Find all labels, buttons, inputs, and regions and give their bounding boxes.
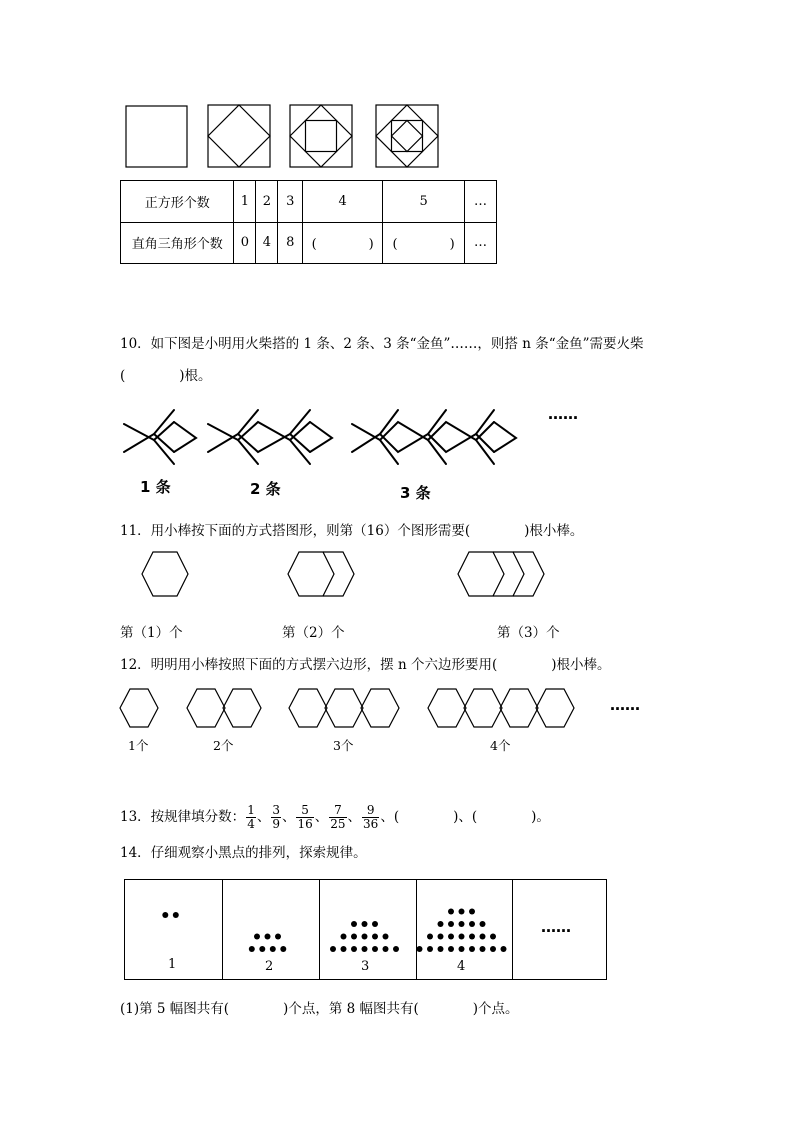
dot bbox=[265, 934, 271, 940]
panel-label: 2 bbox=[265, 959, 274, 974]
dot bbox=[270, 946, 276, 952]
table-cell: 0 bbox=[234, 222, 256, 264]
matchstick-fish-figure bbox=[118, 402, 538, 480]
dot bbox=[275, 934, 281, 940]
answer-blank[interactable]: ( ) bbox=[471, 809, 537, 825]
dot bbox=[249, 946, 255, 952]
dot bbox=[459, 921, 465, 927]
figure-label: 第（1）个 bbox=[120, 625, 183, 641]
table-cell: 2 bbox=[256, 181, 278, 223]
dot bbox=[383, 934, 389, 940]
dot bbox=[351, 946, 357, 952]
dot bbox=[383, 946, 389, 952]
table-cell: … bbox=[465, 222, 497, 264]
fraction: $\frac{9}{36}$ bbox=[363, 803, 379, 831]
question-13-prefix: 13．按规律填分数： bbox=[120, 809, 246, 825]
table-cell: … bbox=[465, 181, 497, 223]
dot bbox=[162, 912, 168, 918]
dot bbox=[254, 934, 260, 940]
dot bbox=[372, 934, 378, 940]
nested-squares-figure bbox=[120, 100, 440, 172]
ellipsis: …… bbox=[541, 918, 571, 936]
dot bbox=[372, 946, 378, 952]
dot bbox=[372, 921, 378, 927]
dot bbox=[393, 946, 399, 952]
dot bbox=[448, 909, 454, 915]
dot bbox=[480, 934, 486, 940]
dot bbox=[362, 946, 368, 952]
panel-label: 3 bbox=[361, 959, 370, 974]
table-row bbox=[121, 222, 497, 264]
dot bbox=[469, 934, 475, 940]
fraction: $\frac{5}{16}$ bbox=[297, 803, 313, 831]
figure-label: 第（3）个 bbox=[497, 625, 560, 641]
dot bbox=[501, 946, 507, 952]
dot bbox=[438, 946, 444, 952]
dot bbox=[469, 921, 475, 927]
answer-blank[interactable]: ( ) bbox=[393, 809, 459, 825]
ellipsis: …… bbox=[610, 696, 640, 714]
figure-label: 1个 bbox=[128, 738, 149, 753]
dot bbox=[341, 934, 347, 940]
dot bbox=[459, 909, 465, 915]
question-12-text[interactable]: 12．明明用小棒按照下面的方式摆六边形，摆 n 个六边形要用( )根小棒。 bbox=[120, 657, 611, 673]
fraction: $\frac{3}{9}$ bbox=[272, 803, 280, 831]
hexagon-stick-figure bbox=[130, 548, 560, 604]
dot bbox=[330, 946, 336, 952]
question-10-text: 10．如下图是小明用火柴搭的 1 条、2 条、3 条“金鱼”……，则搭 n 条“金鱼”需要火柴 bbox=[120, 336, 644, 352]
table-cell: 8 bbox=[278, 222, 303, 264]
dot bbox=[341, 946, 347, 952]
dot bbox=[362, 921, 368, 927]
table-cell: 4 bbox=[256, 222, 278, 264]
figure-label: 3个 bbox=[333, 738, 354, 753]
question-14-text: 14．仔细观察小黑点的排列，探索规律。 bbox=[120, 845, 367, 861]
dot bbox=[362, 934, 368, 940]
question-10-answer-line[interactable]: ( )根。 bbox=[120, 368, 212, 384]
table-cell: 5 bbox=[383, 181, 465, 223]
dot bbox=[259, 946, 265, 952]
dot bbox=[438, 921, 444, 927]
table-cell: 4 bbox=[303, 181, 383, 223]
dot bbox=[480, 946, 486, 952]
table-cell: 1 bbox=[234, 181, 256, 223]
answer-blank[interactable]: ( ) bbox=[383, 222, 465, 264]
fish-label: 2 条 bbox=[250, 480, 281, 498]
dot bbox=[448, 946, 454, 952]
answer-blank[interactable]: ( ) bbox=[303, 222, 383, 264]
dot bbox=[417, 946, 423, 952]
dot bbox=[351, 921, 357, 927]
figure-label: 4个 bbox=[490, 738, 511, 753]
dot bbox=[427, 946, 433, 952]
fraction: $\frac{7}{25}$ bbox=[330, 803, 346, 831]
dot bbox=[490, 934, 496, 940]
panel-label: 1 bbox=[168, 957, 177, 972]
fish-label: 1 条 bbox=[140, 478, 171, 496]
figure-label: 第（2）个 bbox=[282, 625, 345, 641]
dot bbox=[469, 909, 475, 915]
panel-label: 4 bbox=[457, 959, 466, 974]
row-label: 直角三角形个数 bbox=[121, 222, 234, 264]
dot bbox=[459, 934, 465, 940]
dot bbox=[173, 912, 179, 918]
dot bbox=[280, 946, 286, 952]
dot bbox=[438, 934, 444, 940]
dot bbox=[469, 946, 475, 952]
dot bbox=[490, 946, 496, 952]
question-14-sub1[interactable]: (1)第 5 幅图共有( )个点，第 8 幅图共有( )个点。 bbox=[120, 1001, 519, 1017]
hexagon-row-figure bbox=[118, 685, 578, 733]
dot bbox=[448, 934, 454, 940]
question-13-text: 13．按规律填分数： $\frac{1}{4}$ 、 $\frac{3}{9}$ 、 $\frac{5}{16}$ 、 $\frac{7}{25}$ 、 $\frac{9}{36}$ 、( )、( )。 bbox=[120, 803, 550, 831]
table-cell: 3 bbox=[278, 181, 303, 223]
fish-label: 3 条 bbox=[400, 484, 431, 502]
dot bbox=[448, 921, 454, 927]
figure-label: 2个 bbox=[213, 738, 234, 753]
dot bbox=[480, 921, 486, 927]
squares-triangles-table bbox=[120, 180, 497, 264]
question-11-text[interactable]: 11．用小棒按下面的方式搭图形，则第（16）个图形需要( )根小棒。 bbox=[120, 523, 584, 539]
table-row bbox=[121, 181, 497, 223]
fraction: $\frac{1}{4}$ bbox=[247, 803, 255, 831]
row-label: 正方形个数 bbox=[121, 181, 234, 223]
dot bbox=[459, 946, 465, 952]
ellipsis: …… bbox=[548, 405, 578, 423]
dot bbox=[351, 934, 357, 940]
dot bbox=[427, 934, 433, 940]
